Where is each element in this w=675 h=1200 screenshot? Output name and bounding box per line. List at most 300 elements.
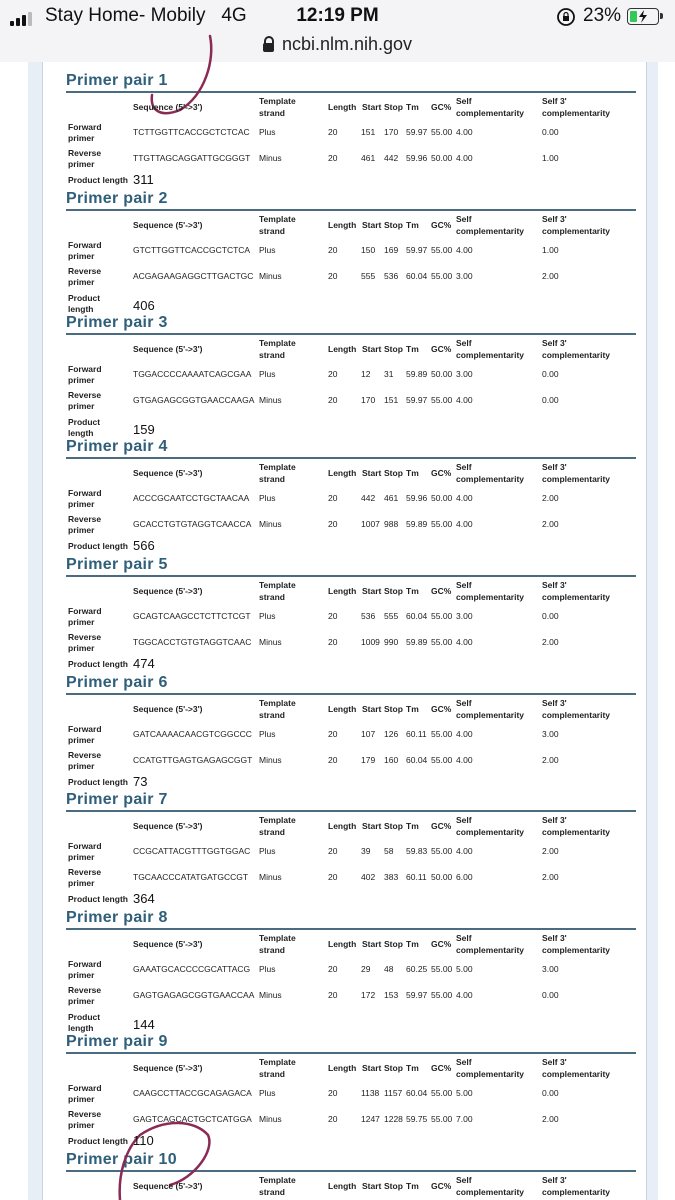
header-template-strand: Template strand [259, 933, 296, 955]
self-comp-cell: 5.00 [456, 1088, 473, 1098]
header-start: Start [362, 939, 382, 949]
self-3-comp-cell: 1.00 [542, 153, 559, 163]
sequence-cell: GTGAGAGCGGTGAACCAAGA [133, 395, 255, 405]
tm-cell: 59.89 [406, 637, 428, 647]
tm-cell: 60.25 [406, 964, 428, 974]
address-bar[interactable] [0, 34, 675, 62]
tm-cell: 59.97 [406, 990, 428, 1000]
tm-cell: 59.96 [406, 493, 428, 503]
forward-primer-label: Forward primer [68, 959, 102, 980]
primer-pair-section [66, 72, 636, 93]
header-stop: Stop [384, 468, 403, 478]
self-3-comp-cell: 3.00 [542, 964, 559, 974]
self-3-comp-cell: 2.00 [542, 519, 559, 529]
header-start: Start [362, 1181, 382, 1191]
self-comp-cell: 3.00 [456, 369, 473, 379]
forward-primer-label: Forward primer [68, 1083, 102, 1104]
self-3-comp-cell: 2.00 [542, 846, 559, 856]
section-divider [66, 575, 636, 577]
self-comp-cell: 6.00 [456, 872, 473, 882]
start-cell: 179 [361, 755, 376, 765]
length-cell: 20 [328, 611, 338, 621]
sequence-cell: GTCTTGGTTCACCGCTCTCA [133, 245, 251, 255]
header-self-complementarity: Self complementarity [456, 698, 525, 720]
sequence-cell: TGGCACCTGTGTAGGTCAAC [133, 637, 252, 647]
header-self-complementarity: Self complementarity [456, 338, 525, 360]
primer-pair-section [66, 909, 636, 930]
start-cell: 1007 [361, 519, 380, 529]
header-length: Length [328, 586, 357, 596]
sequence-cell: ACGAGAAGAGGCTTGACTGC [133, 271, 254, 281]
header-gc: GC% [431, 220, 452, 230]
header-start: Start [362, 102, 382, 112]
self-comp-cell: 4.00 [456, 127, 473, 137]
header-gc: GC% [431, 586, 452, 596]
strand-cell: Plus [259, 127, 276, 137]
tm-cell: 60.11 [406, 872, 427, 882]
header-template-strand: Template strand [259, 338, 296, 360]
tm-cell: 60.04 [406, 755, 428, 765]
header-self-3-complementarity: Self 3' complementarity [542, 96, 611, 118]
primer-pair-section [66, 1151, 636, 1172]
sequence-cell: GAAATGCACCCCGCATTACG [133, 964, 251, 974]
forward-primer-label: Forward primer [68, 488, 102, 509]
header-sequence: Sequence (5'->3') [133, 1181, 203, 1191]
lock-icon [263, 43, 274, 52]
reverse-primer-label: Reverse primer [68, 867, 102, 888]
strand-cell: Plus [259, 369, 276, 379]
strand-cell: Plus [259, 964, 276, 974]
sequence-cell: GATCAAAACAACGTCGGCCC [133, 729, 252, 739]
header-self-3-complementarity: Self 3' complementarity [542, 815, 611, 837]
self-comp-cell: 5.00 [456, 964, 473, 974]
length-cell: 20 [328, 729, 338, 739]
gc-cell: 50.00 [431, 493, 453, 503]
self-comp-cell: 4.00 [456, 395, 473, 405]
strand-cell: Plus [259, 493, 276, 503]
primer-pair-title: Primer pair 3 [66, 314, 168, 331]
header-length: Length [328, 344, 357, 354]
tm-cell: 59.75 [406, 1114, 428, 1124]
tm-cell: 59.89 [406, 369, 428, 379]
primer-pair-title: Primer pair 5 [66, 556, 168, 573]
start-cell: 150 [361, 245, 376, 255]
start-cell: 107 [361, 729, 376, 739]
header-sequence: Sequence (5'->3') [133, 1063, 203, 1073]
self-comp-cell: 3.00 [456, 271, 473, 281]
header-gc: GC% [431, 344, 452, 354]
header-gc: GC% [431, 468, 452, 478]
header-tm: Tm [406, 220, 419, 230]
stop-cell: 153 [384, 990, 399, 1000]
tm-cell: 59.97 [406, 395, 428, 405]
length-cell: 20 [328, 493, 338, 503]
strand-cell: Plus [259, 846, 276, 856]
product-length-value: 144 [133, 1017, 155, 1032]
gc-cell: 55.00 [431, 611, 453, 621]
stop-cell: 151 [384, 395, 399, 405]
product-length-label: Product length [68, 175, 128, 185]
header-self-complementarity: Self complementarity [456, 1175, 525, 1197]
start-cell: 1247 [361, 1114, 380, 1124]
gc-cell: 55.00 [431, 755, 453, 765]
header-template-strand: Template strand [259, 815, 296, 837]
header-stop: Stop [384, 939, 403, 949]
stop-cell: 48 [384, 964, 394, 974]
strand-cell: Plus [259, 245, 276, 255]
tm-cell: 59.83 [406, 846, 428, 856]
self-3-comp-cell: 2.00 [542, 271, 559, 281]
gc-cell: 55.00 [431, 964, 453, 974]
header-tm: Tm [406, 586, 419, 596]
forward-primer-label: Forward primer [68, 122, 102, 143]
gc-cell: 55.00 [431, 395, 453, 405]
primer-pair-title: Primer pair 4 [66, 438, 168, 455]
header-stop: Stop [384, 586, 403, 596]
strand-cell: Plus [259, 1088, 276, 1098]
product-length-label: Product length [68, 894, 128, 904]
header-tm: Tm [406, 704, 419, 714]
header-self-complementarity: Self complementarity [456, 462, 525, 484]
sequence-cell: TCTTGGTTCACCGCTCTCAC [133, 127, 250, 137]
start-cell: 39 [361, 846, 371, 856]
primer-pair-title: Primer pair 2 [66, 190, 168, 207]
stop-cell: 383 [384, 872, 399, 882]
product-length-value: 110 [133, 1133, 154, 1148]
section-divider [66, 457, 636, 459]
primer-pair-title: Primer pair 9 [66, 1033, 168, 1050]
stop-cell: 58 [384, 846, 394, 856]
reverse-primer-label: Reverse primer [68, 390, 102, 411]
header-sequence: Sequence (5'->3') [133, 102, 203, 112]
length-cell: 20 [328, 153, 338, 163]
sequence-cell: CCATGTTGAGTGAGAGCGGT [133, 755, 253, 765]
self-3-comp-cell: 0.00 [542, 127, 559, 137]
section-divider [66, 928, 636, 930]
section-divider [66, 810, 636, 812]
header-self-complementarity: Self complementarity [456, 815, 525, 837]
stop-cell: 169 [384, 245, 399, 255]
url-text: ncbi.nlm.nih.gov [281, 34, 413, 54]
reverse-primer-label: Reverse primer [68, 750, 102, 771]
forward-primer-label: Forward primer [68, 841, 102, 862]
length-cell: 20 [328, 990, 338, 1000]
header-gc: GC% [431, 821, 452, 831]
strand-cell: Minus [259, 395, 282, 405]
header-stop: Stop [384, 102, 403, 112]
stop-cell: 988 [384, 519, 399, 529]
header-self-complementarity: Self complementarity [456, 580, 525, 602]
tm-cell: 60.04 [406, 271, 428, 281]
start-cell: 151 [361, 127, 376, 137]
product-length-label: Product length [68, 777, 128, 787]
battery-charging-icon [627, 8, 659, 25]
header-sequence: Sequence (5'->3') [133, 344, 203, 354]
header-template-strand: Template strand [259, 1175, 296, 1197]
header-template-strand: Template strand [259, 96, 296, 118]
header-start: Start [362, 821, 382, 831]
gc-cell: 55.00 [431, 519, 453, 529]
header-length: Length [328, 468, 357, 478]
product-length-value: 311 [133, 172, 154, 187]
reverse-primer-label: Reverse primer [68, 632, 102, 653]
header-self-3-complementarity: Self 3' complementarity [542, 338, 611, 360]
primer-pair-title: Primer pair 8 [66, 909, 168, 926]
start-cell: 172 [361, 990, 376, 1000]
header-gc: GC% [431, 939, 452, 949]
primer-pair-title: Primer pair 1 [66, 72, 168, 89]
strand-cell: Minus [259, 271, 282, 281]
strand-cell: Plus [259, 611, 276, 621]
length-cell: 20 [328, 245, 338, 255]
self-3-comp-cell: 0.00 [542, 369, 559, 379]
header-length: Length [328, 1181, 357, 1191]
header-start: Start [362, 704, 382, 714]
primer-pair-section [66, 791, 636, 812]
header-tm: Tm [406, 1063, 419, 1073]
header-template-strand: Template strand [259, 698, 296, 720]
header-self-complementarity: Self complementarity [456, 933, 525, 955]
strand-cell: Minus [259, 637, 282, 647]
rotation-lock-icon [556, 7, 576, 27]
header-tm: Tm [406, 821, 419, 831]
self-comp-cell: 4.00 [456, 245, 473, 255]
primer-pair-section [66, 314, 636, 335]
self-comp-cell: 4.00 [456, 729, 473, 739]
stop-cell: 170 [384, 127, 399, 137]
primer-pair-section [66, 438, 636, 459]
length-cell: 20 [328, 1114, 338, 1124]
length-cell: 20 [328, 1088, 338, 1098]
header-gc: GC% [431, 1181, 452, 1191]
product-length-value: 73 [133, 774, 148, 789]
sequence-cell: GAGTCAGCACTGCTCATGGA [133, 1114, 252, 1124]
length-cell: 20 [328, 964, 338, 974]
header-tm: Tm [406, 468, 419, 478]
forward-primer-label: Forward primer [68, 364, 102, 385]
gc-cell: 50.00 [431, 153, 453, 163]
product-length-value: 566 [133, 538, 155, 553]
length-cell: 20 [328, 637, 338, 647]
header-length: Length [328, 821, 357, 831]
clock: 12:19 PM [296, 5, 379, 26]
reverse-primer-label: Reverse primer [68, 148, 102, 169]
header-tm: Tm [406, 1181, 419, 1191]
sequence-cell: TTGTTAGCAGGATTGCGGGT [133, 153, 251, 163]
sequence-cell: GCAGTCAAGCCTCTTCTCGT [133, 611, 251, 621]
tm-cell: 60.04 [406, 611, 428, 621]
product-length-label: Product length [68, 659, 128, 669]
primer-pair-section [66, 674, 636, 695]
strand-cell: Minus [259, 872, 282, 882]
self-comp-cell: 4.00 [456, 990, 473, 1000]
header-stop: Stop [384, 704, 403, 714]
length-cell: 20 [328, 395, 338, 405]
header-length: Length [328, 220, 357, 230]
strand-cell: Minus [259, 990, 282, 1000]
header-sequence: Sequence (5'->3') [133, 704, 203, 714]
header-self-3-complementarity: Self 3' complementarity [542, 214, 611, 236]
sequence-cell: GCACCTGTGTAGGTCAACCA [133, 519, 252, 529]
tm-cell: 60.04 [406, 1088, 428, 1098]
self-3-comp-cell: 0.00 [542, 990, 559, 1000]
start-cell: 29 [361, 964, 371, 974]
header-start: Start [362, 220, 382, 230]
sequence-cell: TGGACCCCAAAATCAGCGAA [133, 369, 252, 379]
gc-cell: 55.00 [431, 245, 453, 255]
reverse-primer-label: Reverse primer [68, 1109, 102, 1130]
primer-pair-title: Primer pair 10 [66, 1151, 177, 1168]
section-divider [66, 91, 636, 93]
start-cell: 402 [361, 872, 376, 882]
gc-cell: 55.00 [431, 1088, 453, 1098]
length-cell: 20 [328, 846, 338, 856]
self-3-comp-cell: 2.00 [542, 1114, 559, 1124]
header-length: Length [328, 704, 357, 714]
stop-cell: 1157 [384, 1088, 403, 1098]
header-sequence: Sequence (5'->3') [133, 939, 203, 949]
start-cell: 442 [361, 493, 376, 503]
primer-pair-title: Primer pair 7 [66, 791, 168, 808]
self-3-comp-cell: 2.00 [542, 872, 559, 882]
header-gc: GC% [431, 1063, 452, 1073]
header-template-strand: Template strand [259, 1057, 296, 1079]
section-divider [66, 209, 636, 211]
primer-pair-section [66, 190, 636, 211]
self-3-comp-cell: 2.00 [542, 755, 559, 765]
header-self-3-complementarity: Self 3' complementarity [542, 933, 611, 955]
primer-pair-section [66, 1033, 636, 1054]
length-cell: 20 [328, 872, 338, 882]
status-bar [0, 0, 675, 34]
section-divider [66, 1052, 636, 1054]
header-tm: Tm [406, 102, 419, 112]
start-cell: 461 [361, 153, 376, 163]
header-stop: Stop [384, 1181, 403, 1191]
reverse-primer-label: Reverse primer [68, 266, 102, 287]
self-comp-cell: 4.00 [456, 153, 473, 163]
tm-cell: 59.97 [406, 127, 428, 137]
section-divider [66, 693, 636, 695]
strand-cell: Minus [259, 1114, 282, 1124]
header-sequence: Sequence (5'->3') [133, 586, 203, 596]
length-cell: 20 [328, 271, 338, 281]
tm-cell: 59.96 [406, 153, 428, 163]
product-length-label: Product length [68, 541, 128, 551]
self-3-comp-cell: 2.00 [542, 637, 559, 647]
self-comp-cell: 4.00 [456, 637, 473, 647]
start-cell: 12 [361, 369, 371, 379]
header-length: Length [328, 1063, 357, 1073]
reverse-primer-label: Reverse primer [68, 514, 102, 535]
self-comp-cell: 3.00 [456, 611, 473, 621]
header-template-strand: Template strand [259, 214, 296, 236]
gc-cell: 55.00 [431, 271, 453, 281]
header-tm: Tm [406, 939, 419, 949]
start-cell: 1138 [361, 1088, 380, 1098]
product-length-value: 474 [133, 656, 155, 671]
sequence-cell: CCGCATTACGTTTGGTGGAC [133, 846, 251, 856]
forward-primer-label: Forward primer [68, 724, 102, 745]
stop-cell: 990 [384, 637, 399, 647]
stop-cell: 536 [384, 271, 399, 281]
stop-cell: 126 [384, 729, 399, 739]
tm-cell: 59.89 [406, 519, 428, 529]
header-start: Start [362, 586, 382, 596]
length-cell: 20 [328, 127, 338, 137]
product-length-label: Product length [68, 1012, 101, 1033]
stop-cell: 555 [384, 611, 399, 621]
sequence-cell: TGCAACCCATATGATGCCGT [133, 872, 249, 882]
stop-cell: 31 [384, 369, 394, 379]
section-divider [66, 1170, 636, 1172]
start-cell: 170 [361, 395, 376, 405]
self-comp-cell: 4.00 [456, 493, 473, 503]
sequence-cell: CAAGCCTTACCGCAGAGACA [133, 1088, 252, 1098]
strand-cell: Minus [259, 519, 282, 529]
stop-cell: 1228 [384, 1114, 403, 1124]
gc-cell: 55.00 [431, 729, 453, 739]
self-3-comp-cell: 0.00 [542, 1088, 559, 1098]
strand-cell: Minus [259, 153, 282, 163]
header-start: Start [362, 468, 382, 478]
product-length-label: Product length [68, 417, 101, 438]
gc-cell: 50.00 [431, 872, 453, 882]
sequence-cell: GAGTGAGAGCGGTGAACCAA [133, 990, 255, 1000]
product-length-label: Product length [68, 1136, 128, 1146]
section-divider [66, 333, 636, 335]
header-template-strand: Template strand [259, 462, 296, 484]
self-comp-cell: 4.00 [456, 519, 473, 529]
self-comp-cell: 4.00 [456, 755, 473, 765]
primer-pair-section [66, 556, 636, 577]
product-length-value: 159 [133, 422, 155, 437]
header-stop: Stop [384, 1063, 403, 1073]
stop-cell: 442 [384, 153, 399, 163]
stop-cell: 461 [384, 493, 399, 503]
header-stop: Stop [384, 220, 403, 230]
forward-primer-label: Forward primer [68, 606, 102, 627]
gc-cell: 55.00 [431, 1114, 453, 1124]
header-tm: Tm [406, 344, 419, 354]
start-cell: 536 [361, 611, 376, 621]
header-start: Start [362, 344, 382, 354]
self-comp-cell: 4.00 [456, 846, 473, 856]
gc-cell: 55.00 [431, 846, 453, 856]
self-comp-cell: 7.00 [456, 1114, 473, 1124]
header-self-complementarity: Self complementarity [456, 1057, 525, 1079]
length-cell: 20 [328, 519, 338, 529]
header-gc: GC% [431, 704, 452, 714]
start-cell: 555 [361, 271, 376, 281]
header-start: Start [362, 1063, 382, 1073]
battery-percent: 23% [583, 5, 622, 26]
gc-cell: 55.00 [431, 127, 453, 137]
self-3-comp-cell: 0.00 [542, 395, 559, 405]
tm-cell: 60.11 [406, 729, 427, 739]
header-self-3-complementarity: Self 3' complementarity [542, 1057, 611, 1079]
network-type: 4G [221, 5, 247, 26]
header-self-complementarity: Self complementarity [456, 214, 525, 236]
gc-cell: 55.00 [431, 990, 453, 1000]
self-3-comp-cell: 0.00 [542, 611, 559, 621]
sequence-cell: ACCCGCAATCCTGCTAACAA [133, 493, 250, 503]
stop-cell: 160 [384, 755, 399, 765]
strand-cell: Plus [259, 729, 276, 739]
carrier-label: Stay Home- Mobily 4G [45, 5, 247, 26]
header-gc: GC% [431, 102, 452, 112]
header-template-strand: Template strand [259, 580, 296, 602]
